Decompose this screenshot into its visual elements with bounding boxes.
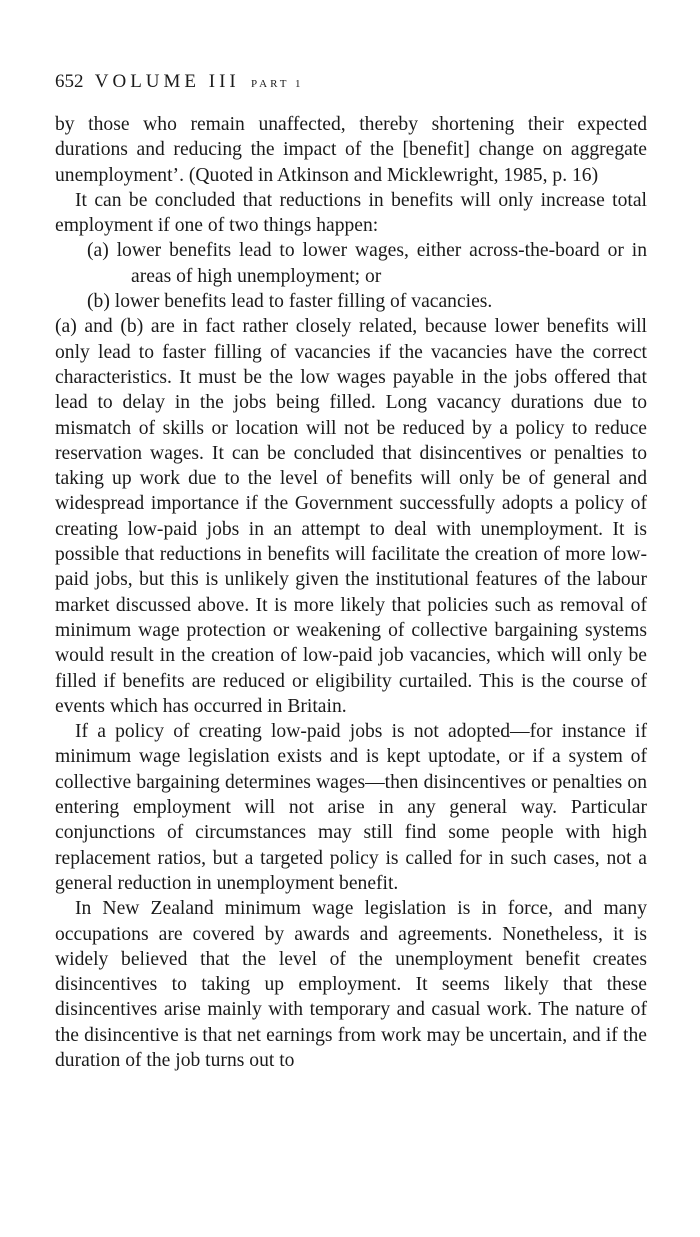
paragraph-quote-end: by those who remain unaffected, thereby shortening their expected durations and reducing the impact of the [benefit] change on aggregate unemployment’. (Quoted in Atkinson and Micklewright, 1985, p. 16) [55,114,647,186]
paragraph-conclusion: It can be concluded that reductions in benefits will only increase total employment if one of two things happen: [55,189,647,237]
list-item-a: (a) lower benefits lead to lower wages, either across-the-board or in areas of high unemployment; or [87,240,647,287]
paragraph-policy: If a policy of creating low-paid jobs is not adopted—for instance if minimum wage legislation exists and is kept uptodate, or if a system of collective bargaining determines wages—then disincentives or penalties on entering employment will not arise in any general way. Particular conjunctions of circumstances may still find some people with high replacement ratios, but a targeted policy is called for in such cases, not a general reduction in unemployment benefit. [55,721,647,894]
paragraph-related: (a) and (b) are in fact rather closely related, because lower benefits will only lead to faster filling of vacancies if the vacancies have the correct characteristics. It must be the low wages payable in the jobs offered that lead to delay in the jobs being filled. Long vacancy durations due to mismatch of skills or location will not be reduced by a policy to reduce reservation wages. It can be concluded that disincentives or penalties to taking up work due to the level of benefits will only be of general and widespread importance if the Government successfully adopts a policy of creating low-paid jobs in an attempt to deal with unemployment. It is possible that reductions in benefits will facilitate the creation of more low-paid jobs, but this is unlikely given the institutional features of the labour market discussed above. It is more likely that policies such as removal of minimum wage protection or weakening of collective bargaining systems would result in the creation of low-paid job vacancies, which will only be filled if benefits are reduced or eligibility curtailed. This is the course of events which has occurred in Britain. [55,316,647,717]
volume-label: VOLUME III [94,71,240,92]
document-page [55,70,647,1073]
list-item-b: (b) lower benefits lead to faster filling of vacancies. [87,291,493,313]
page-number: 652 [55,71,84,92]
part-label: PART 1 [251,78,304,90]
paragraph-new-zealand: In New Zealand minimum wage legislation is in force, and many occupations are covered by awards and agreements. Nonetheless, it is widely believed that the level of the unemployment benefit creates disincentives to taking up employment. It seems likely that these disincentives arise mainly with temporary and casual work. The nature of the disincentive is that net earnings from work may be uncertain, and if the duration of the job turns out to [55,898,647,1071]
running-header [55,70,647,96]
